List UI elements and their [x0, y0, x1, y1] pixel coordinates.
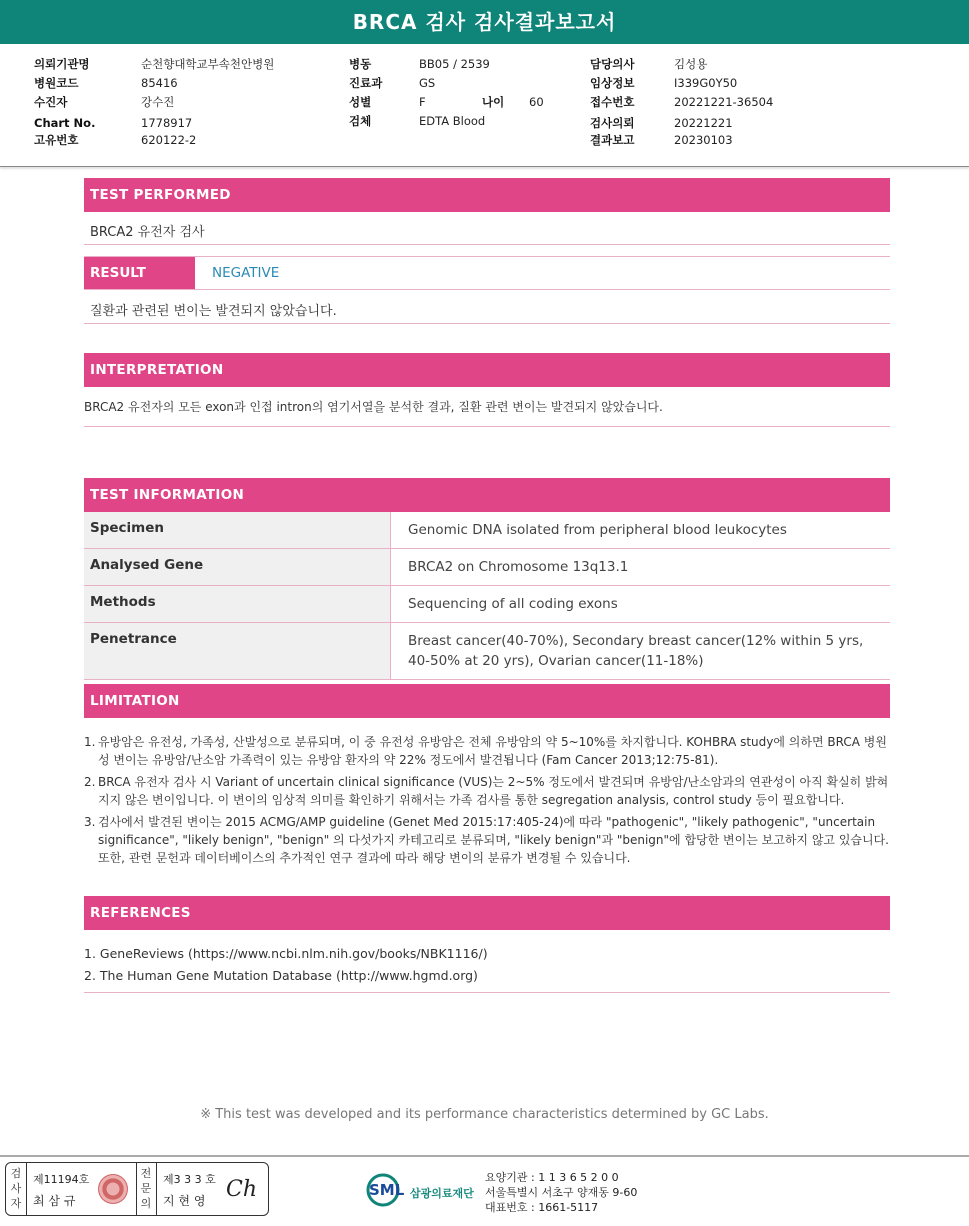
list-number: 1. [84, 735, 96, 749]
lab-line: 요양기관 : 1 1 3 6 5 2 0 0 [485, 1171, 619, 1184]
logo-text: SML [369, 1181, 405, 1199]
lab-address [485, 1170, 637, 1215]
section-heading: REFERENCES [84, 896, 890, 930]
header-value: 60 [529, 95, 544, 109]
list-item [84, 813, 890, 867]
divider [156, 1163, 157, 1215]
header-value: 85416 [141, 76, 178, 90]
table-row [84, 549, 890, 586]
header-label: 성별 [349, 95, 372, 109]
handwritten-signature: Ch [226, 1177, 258, 1202]
header-label: 의뢰기관명 [34, 57, 90, 71]
divider [26, 1163, 27, 1215]
signature-box [5, 1162, 269, 1216]
test-information-table [84, 512, 890, 680]
interpretation-section [84, 353, 890, 387]
info-value: BRCA2 on Chromosome 13q13.1 [391, 549, 891, 586]
header-value: GS [419, 76, 436, 90]
references-section [84, 896, 890, 930]
info-key: Penetrance [84, 623, 391, 680]
reference-item: 1. GeneReviews (https://www.ncbi.nlm.nih.gov/books/NBK1116/) [84, 946, 488, 961]
header-label: 결과보고 [590, 133, 635, 147]
result-label: RESULT [84, 257, 195, 289]
header-value: 1778917 [141, 116, 193, 130]
seal-stamp-icon [98, 1174, 128, 1204]
footer-divider [0, 1155, 969, 1157]
divider [84, 289, 890, 290]
doctor-label: 전문의 [140, 1167, 152, 1210]
info-value: Sequencing of all coding exons [391, 586, 891, 623]
table-row [84, 512, 890, 549]
list-text: 검사에서 발견된 변이는 2015 ACMG/AMP guideline (Genet Med 2015:17:405-24)에 따라 "pathogenic", "likely pathogenic", "uncertain significance", "likely benign", "benign" 의 다섯가지 카테고리로 분류되며, "likely benign"과 "benign"에 합당한 변이는 보고하지 않고 있습니다. 또한, 관련 문헌과 데이터베이스의 추가적인 연구 결과에 따라 해당 변이의 분류가 변경될 수 있습니다. [98, 815, 889, 865]
header-label: 담당의사 [590, 57, 635, 71]
header-value: 김성용 [674, 57, 708, 71]
examiner-license: 제11194호 [33, 1173, 90, 1186]
header-label: Chart No. [34, 116, 96, 130]
section-heading: LIMITATION [84, 684, 890, 718]
header-label: 나이 [482, 95, 505, 109]
table-row [84, 586, 890, 623]
header-value: 강수진 [141, 95, 175, 109]
header-value: 20221221 [674, 116, 733, 130]
test-information-section [84, 478, 890, 512]
examiner-name: 최 삼 규 [33, 1194, 76, 1208]
divider [84, 426, 890, 427]
list-text: 유방암은 유전성, 가족성, 산발성으로 분류되며, 이 중 유전성 유방암은 전체 유방암의 약 5~10%를 차지합니다. KOHBRA study에 의하면 BRCA 병원성 변이는 유방암/난소암 가족력이 있는 유방암 환자의 약 22% 정도에서 발견됩니다 (Fam Cancer 2013;12:75-81). [98, 735, 887, 767]
doctor-name: 지 현 영 [163, 1194, 206, 1208]
lab-line: 서울특별시 서초구 양재동 9-60 [485, 1186, 638, 1199]
header-value: EDTA Blood [419, 114, 486, 128]
test-performed-value: BRCA2 유전자 검사 [90, 225, 205, 240]
divider [84, 992, 890, 993]
header-label: 수진자 [34, 95, 68, 109]
list-item [84, 773, 890, 809]
lab-line: 대표번호 : 1661-5117 [485, 1201, 599, 1214]
patient-header [0, 44, 969, 167]
result-value: NEGATIVE [212, 265, 280, 281]
divider [136, 1163, 137, 1215]
list-number: 2. [84, 775, 96, 789]
reference-item: 2. The Human Gene Mutation Database (http://www.hgmd.org) [84, 968, 478, 983]
header-label: 검체 [349, 114, 372, 128]
header-label: 병원코드 [34, 76, 79, 90]
header-value: 20221221-36504 [674, 95, 774, 109]
section-heading: TEST PERFORMED [84, 178, 890, 212]
info-value: Breast cancer(40-70%), Secondary breast cancer(12% within 5 yrs, 40-50% at 20 yrs), Ovarian cancer(11-18%) [391, 623, 891, 680]
info-key: Analysed Gene [84, 549, 391, 586]
header-label: 병동 [349, 57, 372, 71]
report-title: BRCA 검사 검사결과보고서 [0, 0, 969, 44]
list-number: 3. [84, 815, 96, 829]
header-label: 접수번호 [590, 95, 635, 109]
limitation-list [84, 733, 890, 871]
header-label: 임상정보 [590, 76, 635, 90]
limitation-section [84, 684, 890, 718]
footnote: ※ This test was developed and its performance characteristics determined by GC Labs. [200, 1107, 769, 1122]
references-list [84, 943, 488, 987]
header-value: 620122-2 [141, 133, 197, 147]
divider [84, 244, 890, 245]
lab-logo [365, 1172, 485, 1212]
examiner-label: 검사자 [10, 1167, 22, 1210]
info-key: Specimen [84, 512, 391, 549]
info-key: Methods [84, 586, 391, 623]
header-value: 20230103 [674, 133, 733, 147]
lab-name: 삼광의료재단 [410, 1187, 474, 1200]
header-value: I339G0Y50 [674, 76, 738, 90]
header-value: 순천향대학교부속천안병원 [141, 57, 275, 71]
header-value: BB05 / 2539 [419, 57, 490, 71]
divider [84, 323, 890, 324]
result-text: 질환과 관련된 변이는 발견되지 않았습니다. [90, 304, 337, 319]
section-heading: INTERPRETATION [84, 353, 890, 387]
info-value: Genomic DNA isolated from peripheral blood leukocytes [391, 512, 891, 549]
divider [84, 256, 890, 257]
doctor-license: 제3 3 3 호 [163, 1173, 216, 1186]
interpretation-text: BRCA2 유전자의 모든 exon과 인접 intron의 염기서열을 분석한 결과, 질환 관련 변이는 발견되지 않았습니다. [84, 400, 663, 414]
header-label: 고유번호 [34, 133, 79, 147]
table-row [84, 623, 890, 680]
header-value: F [419, 95, 426, 109]
header-label: 검사의뢰 [590, 116, 635, 130]
list-text: BRCA 유전자 검사 시 Variant of uncertain clinical significance (VUS)는 2~5% 정도에서 발견되며 유방암/난소암과의 연관성이 아직 확실히 밝혀지지 않은 변이입니다. 이 변이의 임상적 의미를 확인하기 위해서는 가족 검사를 통한 segregation analysis, control study 등이 필요합니다. [98, 775, 889, 807]
test-performed-section [84, 178, 890, 212]
section-heading: TEST INFORMATION [84, 478, 890, 512]
list-item [84, 733, 890, 769]
header-label: 진료과 [349, 76, 383, 90]
